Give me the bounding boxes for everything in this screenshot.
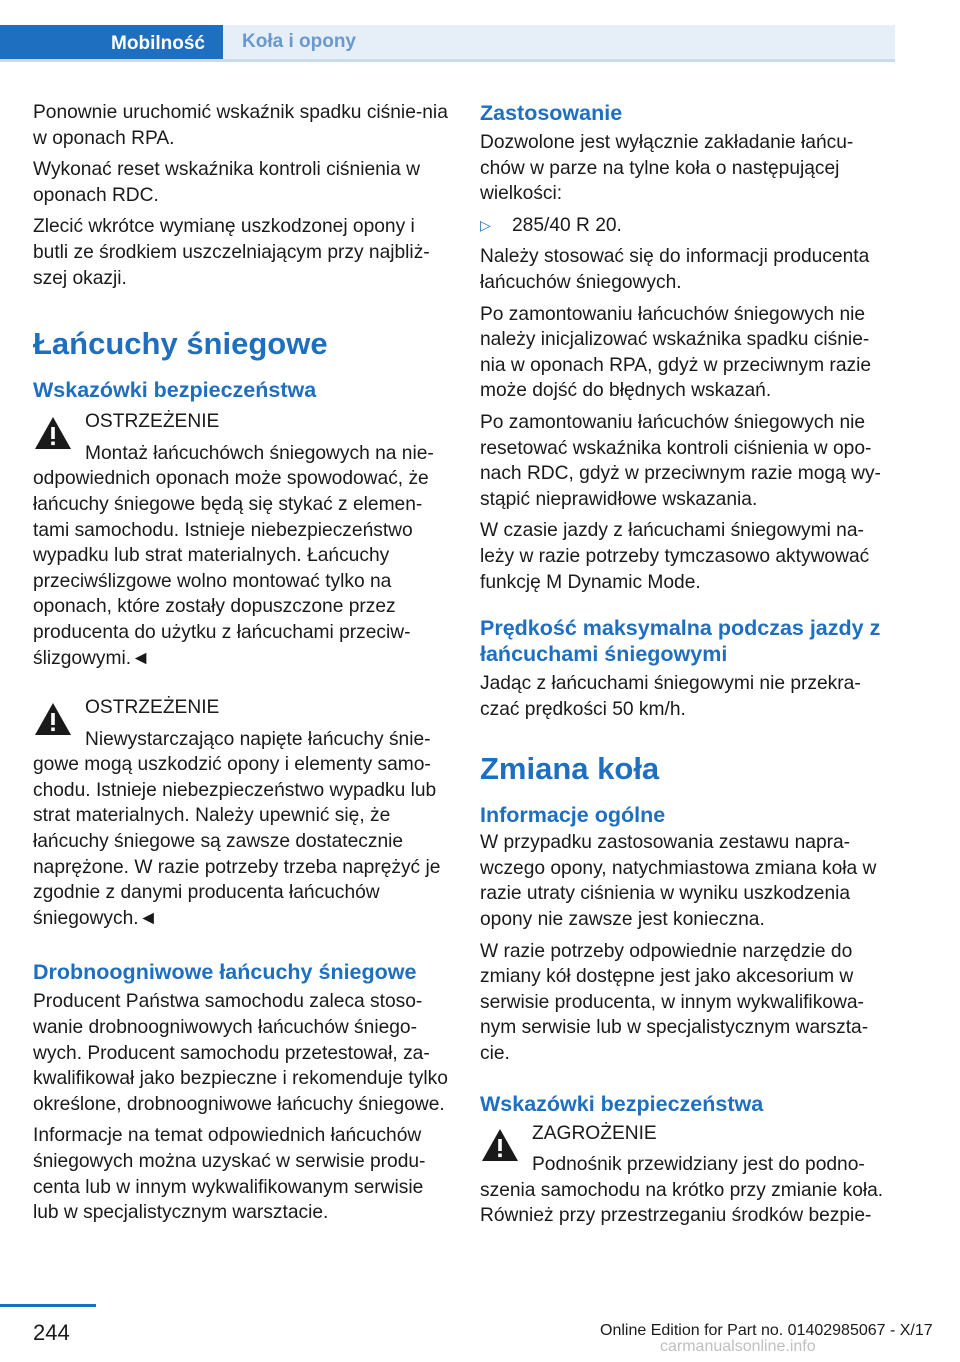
paragraph: Należy stosować się do informacji producenta łańcuchów śniegowych. (480, 246, 870, 293)
warning-triangle-icon (33, 415, 73, 451)
warning-triangle-icon (33, 701, 73, 737)
paragraph: Jadąc z łańcuchami śniegowymi nie przekra-czać prędkości 50 km/h. (480, 673, 861, 720)
bullet-arrow-icon: ▷ (480, 216, 491, 233)
header-divider (0, 59, 895, 62)
warning-heading: OSTRZEŻENIE (85, 697, 220, 719)
section-title-wheel-change: Zmiana koła (480, 751, 660, 787)
subsection-title-fine-link-chains: Drobnoogniwowe łańcuchy śniegowe (33, 960, 417, 985)
paragraph: Dozwolone jest wyłącznie zakładanie łańcu-chów w parze na tylne koła o następującej wielkości: (480, 132, 854, 205)
list-item-text: 285/40 R 20. (512, 214, 622, 236)
right-column (480, 100, 892, 1235)
edition-text: Online Edition for Part no. 01402985067 - X/17 (600, 1322, 933, 1339)
subsection-title-general-info: Informacje ogólne (480, 803, 666, 828)
page-number: 244 (33, 1320, 70, 1345)
subsection-title-safety: Wskazówki bezpieczeństwa (33, 378, 317, 403)
footer-accent-line (0, 1304, 96, 1307)
section-title-snow-chains: Łańcuchy śniegowe (33, 326, 328, 362)
paragraph: W czasie jazdy z łańcuchami śniegowymi na-leży w razie potrzeby tymczasowo aktywować funkcję M Dynamic Mode. (480, 520, 870, 593)
tab-kola-i-opony[interactable]: Koła i opony (223, 25, 895, 59)
paragraph: Po zamontowaniu łańcuchów śniegowych nie resetować wskaźnika kontroli ciśnienia w opo-nach RDC, gdyż w przeciwnym razie mogą wy-stąpić nieprawidłowe wskazania. (480, 411, 881, 510)
paragraph: W przypadku zastosowania zestawu napra-wczego opony, natychmiastowa zmiana koła w razie utraty ciśnienia w wyniku uszkodzenia opony nie zawsze jest konieczna. (480, 832, 877, 931)
paragraph: Wykonać reset wskaźnika kontroli ciśnienia w oponach RDC. (33, 159, 420, 206)
warning-triangle-icon (480, 1127, 520, 1163)
paragraph: Producent Państwa samochodu zaleca stoso-wanie drobnoogniwowych łańcuchów śniego-wych. Producent samochodu przetestował, za-kwalifikował jako bezpieczne i rekomenduje tylko określone, drobnoogniwowe łańcuchy śniegowe. (33, 991, 448, 1115)
chapter-tabs (0, 25, 895, 61)
subsection-title-safety: Wskazówki bezpieczeństwa (480, 1091, 764, 1116)
warning-heading: OSTRZEŻENIE (85, 411, 220, 433)
paragraph: Ponownie uruchomić wskaźnik spadku ciśnie-nia w oponach RPA. (33, 102, 448, 149)
watermark: carmanualsonline.info (660, 1338, 816, 1355)
warning-block (33, 409, 449, 671)
paragraph: Informacje na temat odpowiednich łańcuchów śniegowych można uzyskać w serwisie produ-centa lub w innym wykwalifikowanym serwisie lub w specjalistycznym warsztacie. (33, 1125, 426, 1224)
danger-text: Podnośnik przewidziany jest do podno-szenia samochodu na krótko przy zmianie koła. Również przy przestrzeganiu środków bezpie- (480, 1154, 884, 1227)
warning-text: Montaż łańcuchówch śniegowych na nie-odpowiednich oponach może spowodować, że łańcuchy śniegowe będą się stykać z elemen-tami samochodu. Istnieje niebezpieczeństwo wypadku lub strat materialnych. Łańcuchy przeciwślizgowe wolno montować tylko na oponach, które zostały dopuszczone przez producenta do użytku z łańcuchami przeciw-ślizgowymi.◄ (33, 442, 434, 669)
paragraph: Po zamontowaniu łańcuchów śniegowych nie należy inicjalizować wskaźnika spadku ciśnie-nia w oponach RPA, gdyż w przeciwnym razie może dojść do błędnych wskazań. (480, 303, 872, 402)
left-column (33, 100, 449, 1232)
list-item (480, 213, 892, 245)
tab-mobilnosc[interactable]: Mobilność (0, 25, 223, 62)
subsection-title-max-speed: Prędkość maksymalna podczas jazdy z łańcuchami śniegowymi (480, 616, 881, 667)
danger-heading: ZAGROŻENIE (532, 1122, 657, 1144)
paragraph: Zlecić wkrótce wymianę uszkodzonej opony i butli ze środkiem uszczelniającym przy najbliż-szej okazji. (33, 216, 430, 289)
warning-block (33, 695, 449, 931)
subsection-title-usage: Zastosowanie (480, 101, 623, 125)
paragraph: W razie potrzeby odpowiednie narzędzie do zmiany kół dostępne jest jako akcesorium w serwisie producenta, w innym wykwalifikowa-nym serwisie lub w specjalistycznym warszta-cie. (480, 940, 869, 1065)
danger-block (480, 1121, 892, 1229)
warning-text: Niewystarczająco napięte łańcuchy śnie-gowe mogą uszkodzić opony i elementy samo-chodu. Istnieje niebezpieczeństwo wypadku lub strat materialnych. Należy upewnić się, że łańcuchy śniegowe są zawsze dostatecznie naprężone. W razie potrzeby trzeba naprężyć je zgodnie z danymi producenta łańcuchów śniegowych.◄ (33, 728, 441, 929)
